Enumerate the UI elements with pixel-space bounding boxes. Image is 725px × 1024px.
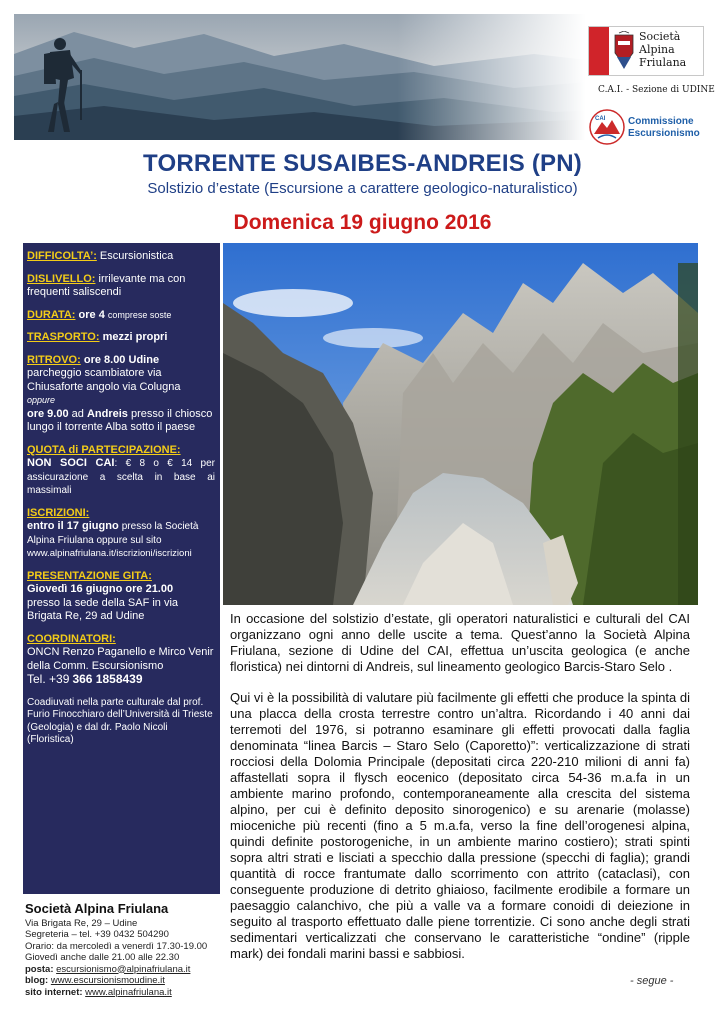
- ritrovo-place-1: Udine: [128, 353, 160, 366]
- crest-icon: [613, 31, 635, 71]
- footer-giovedi: Giovedì anche dalle 21.00 alle 22.30: [25, 952, 180, 963]
- commissione-escursionismo-logo: [588, 108, 713, 148]
- footer-sito-link[interactable]: www.alpinafriulana.it: [85, 986, 172, 998]
- footer-orario: Orario: da mercoledì a venerdì 17.30-19.00: [25, 940, 208, 952]
- footer-blog: [25, 975, 225, 987]
- ritrovo-place-2: Andreis: [86, 407, 128, 420]
- dislivello-label: DISLIVELLO:: [27, 272, 96, 285]
- presentazione-text: presso la sede della SAF in via Brigata Re, 29 ad Udine: [27, 596, 179, 622]
- quota-text: : € 8 o € 14 per assicurazione a scelta in base ai massimali: [27, 458, 215, 496]
- cai-logo-text: CAI: [595, 116, 606, 122]
- footer-sito: [25, 987, 225, 999]
- ritrovo-label: RITROVO:: [27, 353, 81, 366]
- footer-address: Via Brigata Re, 29 – Udine: [25, 917, 138, 929]
- description-text: [230, 611, 690, 977]
- dislivello-block: [27, 273, 215, 300]
- coordinatori-tel-number: 366 1858439: [72, 672, 143, 686]
- difficolta-label: DIFFICOLTA’:: [27, 250, 97, 262]
- presentazione-block: [27, 570, 215, 624]
- presentazione-date: Giovedì 16 giugno ore 21.00: [27, 583, 174, 595]
- page-subtitle: Solstizio d’estate (Escursione a carattere geologico-naturalistico): [147, 180, 578, 197]
- footer-segreteria: Segreteria – tel. +39 0432 504290: [25, 929, 169, 940]
- ritrovo-time-1: ore 8.00: [83, 353, 126, 366]
- footer-blog-link[interactable]: www.escursionismoudine.it: [50, 975, 165, 986]
- cai-escursionismo-icon: [588, 108, 626, 146]
- footer-posta: [25, 964, 225, 976]
- coordinatori-text: ONCN Renzo Paganello e Mirco Venir della Comm. Escursionismo: [27, 646, 214, 672]
- logo-line-3: Friulana: [639, 56, 687, 69]
- footer-blog-label: blog:: [25, 975, 49, 986]
- durata-value: ore 4: [78, 308, 105, 321]
- iscrizioni-text: presso la Società Alpina Friulana oppure sul sito: [27, 521, 199, 546]
- trasporto-block: [27, 331, 215, 345]
- iscrizioni-block: [27, 507, 215, 561]
- cai-sezione-label: C.A.I. - Sezione di UDINE: [598, 85, 715, 95]
- quota-non-soci: NON SOCI CAI: [27, 457, 115, 469]
- quota-block: [27, 444, 215, 498]
- coordinatori-block: [27, 633, 215, 688]
- dislivello-value: irrilevante ma con frequenti saliscendi: [27, 272, 186, 298]
- durata-block: [27, 309, 215, 323]
- coordinatori-tel-prefix: Tel. +39: [27, 672, 70, 686]
- commissione-line-1: Commissione: [628, 116, 694, 127]
- ritrovo-detail-1: parcheggio scambiatore via Chiusaforte angolo via Colugna: [27, 367, 181, 393]
- coordinatori-label: COORDINATORI:: [27, 632, 116, 645]
- gorge-landscape-image: [223, 243, 698, 605]
- durata-note: comprese soste: [107, 309, 172, 320]
- logo-line-2: Alpina: [639, 43, 675, 56]
- difficolta-block: [27, 250, 215, 264]
- iscrizioni-label: ISCRIZIONI:: [27, 506, 90, 519]
- page-title: TORRENTE SUSAIBES-ANDREIS (PN): [143, 150, 582, 177]
- logo-line-1: Società: [639, 30, 681, 43]
- ritrovo-block: [27, 354, 215, 435]
- ritrovo-detail-2: presso il chiosco lungo il torrente Alba sotto il paese: [27, 407, 213, 433]
- segue-label: - segue -: [630, 975, 674, 987]
- difficolta-value: Escursionistica: [99, 250, 174, 262]
- iscrizioni-deadline: entro il 17 giugno: [27, 520, 119, 532]
- quota-label: QUOTA di PARTECIPAZIONE:: [27, 443, 181, 456]
- coadiuvati-note: Coadiuvati nella parte culturale dal prof. Furio Finocchiaro dell’Università di Trieste (Geologia) e dal dr. Paolo Nicoli (Floristica): [27, 696, 213, 745]
- description-paragraph-2: Qui vi è la possibilità di valutare più facilmente gli effetti che produce la spinta di una placca della crosta terrestre contro un’altra. Ricordando i 40 anni dai terremoti del 1976, si potranno esaminare gli effetti provocati dalla faglia denominata “linea Barcis – Staro Selo (Caporetto)”: verticalizzazione di strati rocciosi della Dolomia Principale (depositati circa 220-210 milioni di anni fa) affastellati sopra il flysch eocenico (depositato circa 54-36 m.a.fa in un ambiente marino profondo, contemporaneamente alla crescita del sistema alpino, per cui è definito deposito sinorogenico) e su arenarie (molasse) mioceniche più recenti (fino a 5 m.a.fa, verso la fine dell’orogenesi alpina, quindi definite postorogeniche, in un ambiente marino costiero); strati spinti sopra altri strati e lisciati a specchio dalla pressione (specchi di faglia); grandi quantità di rocce frantumate dallo scorrimento con attrito (cataclasi), con conseguente produzione di detrito ghiaioso, facilmente erodibile a formare un paesaggio calanchivo, che più a valle va a formare conoidi di deiezione in seguito al trasporto effettuato dalle piene torrentizie. Ci sono anche degli strati sedimentari verticalizzati che conservano le caratteristiche “ondine” (ripple mark) dei fondali marini bassi e sabbiosi.: [230, 690, 690, 961]
- event-date: Domenica 19 giugno 2016: [233, 211, 492, 234]
- ritrovo-ad: ad: [71, 407, 84, 420]
- description-paragraph-1: In occasione del solstizio d’estate, gli operatori naturalistici e culturali del CAI organizzano ogni anno delle uscite a tema. Quest’anno la Società Alpina Friulana, sezione di Udine del CAI, effettua un’uscita geologica (e anche floristica) nei dintorni di Andreis, sul lineamento geologico Barcis-Staro Selo .: [230, 611, 690, 674]
- saf-logo: [578, 18, 708, 82]
- durata-label: DURATA:: [27, 308, 76, 321]
- info-panel: [23, 243, 220, 894]
- footer-sito-label: sito internet:: [25, 986, 83, 998]
- footer-posta-label: posta:: [25, 963, 54, 975]
- trasporto-value: mezzi propri: [102, 331, 168, 343]
- presentazione-label: PRESENTAZIONE GITA:: [27, 569, 152, 582]
- trasporto-label: TRASPORTO:: [27, 331, 100, 343]
- gorge-photo: [223, 243, 698, 605]
- footer-contacts: [25, 903, 225, 998]
- ritrovo-time-2: ore 9.00: [27, 407, 69, 420]
- footer-posta-link[interactable]: escursionismo@alpinafriulana.it: [56, 963, 191, 975]
- iscrizioni-url[interactable]: www.alpinafriulana.it/iscrizioni/iscrizioni: [27, 548, 192, 559]
- footer-org-name: Società Alpina Friulana: [25, 901, 169, 916]
- ritrovo-oppure: oppure: [27, 395, 56, 405]
- commissione-line-2: Escursionismo: [628, 128, 700, 139]
